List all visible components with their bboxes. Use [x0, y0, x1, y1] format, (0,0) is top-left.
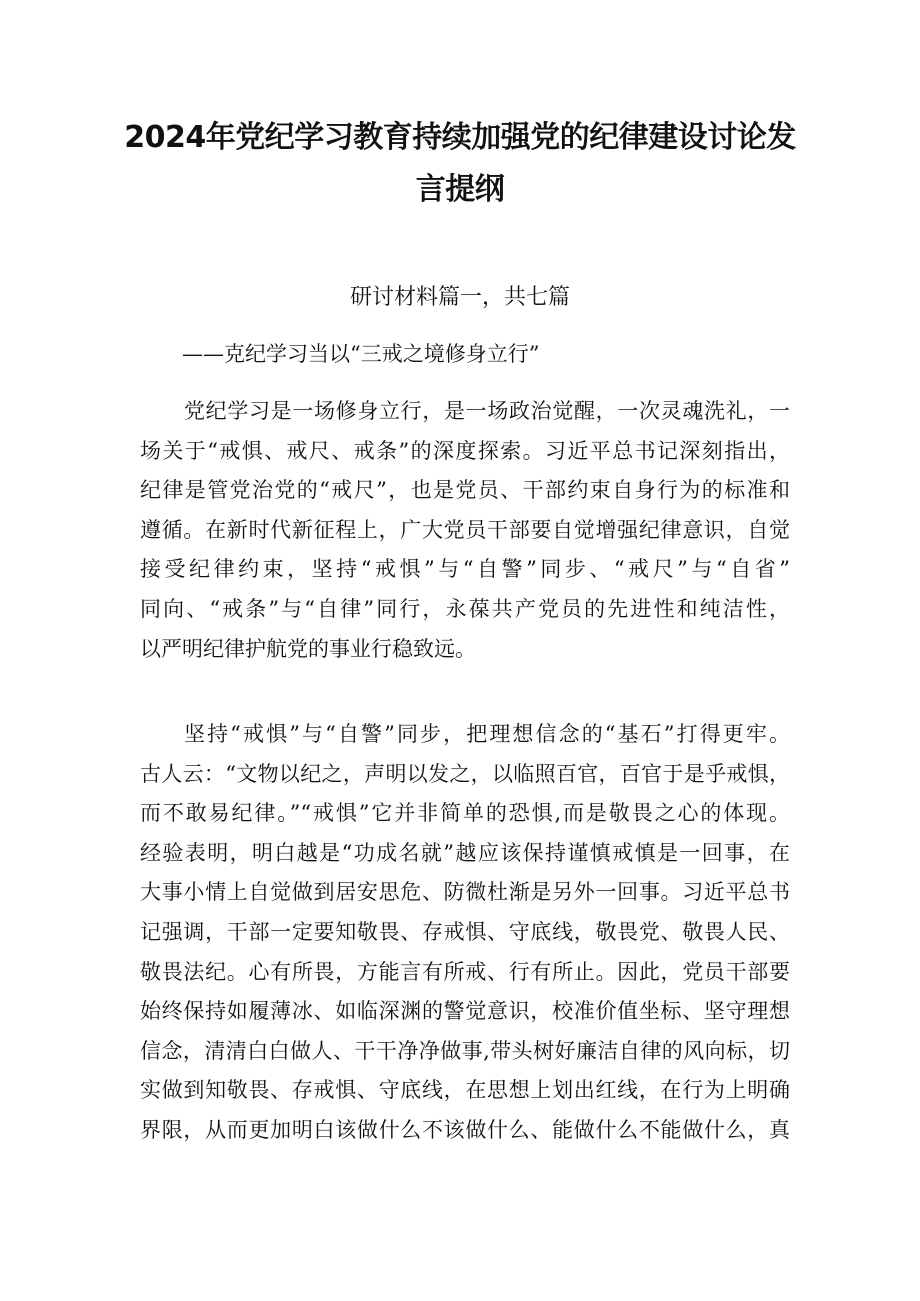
paragraph-line: 而不敢易纪律。”“戒惧”它并非简单的恐惧,而是敬畏之心的体现。: [140, 801, 790, 826]
paragraph-line: 场关于“戒惧、戒尺、戒条”的深度探索。习近平总书记深刻指出，: [140, 438, 790, 463]
section-subtitle: 研讨材料篇一，共七篇: [349, 285, 570, 310]
paragraph-line: 经验表明，明白越是“功成名就”越应该保持谨慎戒慎是一回事，在: [140, 840, 790, 865]
paragraph-line: 遵循。在新时代新征程上，广大党员干部要自觉增强纪律意识，自觉: [140, 517, 790, 542]
paragraph-2: [140, 715, 790, 1151]
paragraph-line: 坚持“戒惧”与“自警”同步，把理想信念的“基石”打得更牢。: [184, 722, 790, 746]
paragraph-line: 接受纪律约束，坚持“戒惧”与“自警”同步、“戒尺”与“自省”: [140, 557, 790, 582]
paragraph-line: 古人云：“文物以纪之，声明以发之，以临照百官，百官于是乎戒惧，: [140, 761, 790, 786]
paragraph-line: 界限，从而更加明白该做什么不该做什么、能做什么不能做什么，真: [140, 1117, 790, 1142]
paragraph-line: 实做到知敬畏、存戒惧、守底线，在思想上划出红线，在行为上明确: [140, 1078, 790, 1103]
title-line: 2024年党纪学习教育持续加强党的纪律建设讨论发: [124, 120, 796, 155]
paragraph-line: 信念，清清白白做人、干干净净做事,带头树好廉洁自律的风向标，切: [140, 1038, 790, 1063]
title-line: 言提纲: [415, 172, 505, 207]
paragraph-line: 始终保持如履薄冰、如临深渊的警觉意识，校准价值坐标、坚守理想: [140, 999, 790, 1024]
document-title: [120, 112, 800, 216]
paragraph-line: 敬畏法纪。心有所畏，方能言有所戒、行有所止。因此，党员干部要: [140, 959, 790, 984]
section-subheading: ——克纪学习当以“三戒之境修身立行”: [182, 342, 540, 366]
paragraph-1: [140, 392, 790, 669]
paragraph-line: 记强调，干部一定要知敬畏、存戒惧、守底线，敬畏党、敬畏人民、: [140, 919, 790, 944]
paragraph-line: 同向、“戒条”与“自律”同行，永葆共产党员的先进性和纯洁性，: [140, 596, 790, 621]
paragraph-line: 大事小情上自觉做到居安思危、防微杜渐是另外一回事。习近平总书: [140, 880, 790, 905]
paragraph-line: 党纪学习是一场修身立行，是一场政治觉醒，一次灵魂洗礼，一: [184, 399, 790, 423]
paragraph-line: 纪律是管党治党的“戒尺”，也是党员、干部约束自身行为的标准和: [140, 478, 790, 503]
paragraph-line: 以严明纪律护航党的事业行稳致远。: [140, 636, 476, 661]
